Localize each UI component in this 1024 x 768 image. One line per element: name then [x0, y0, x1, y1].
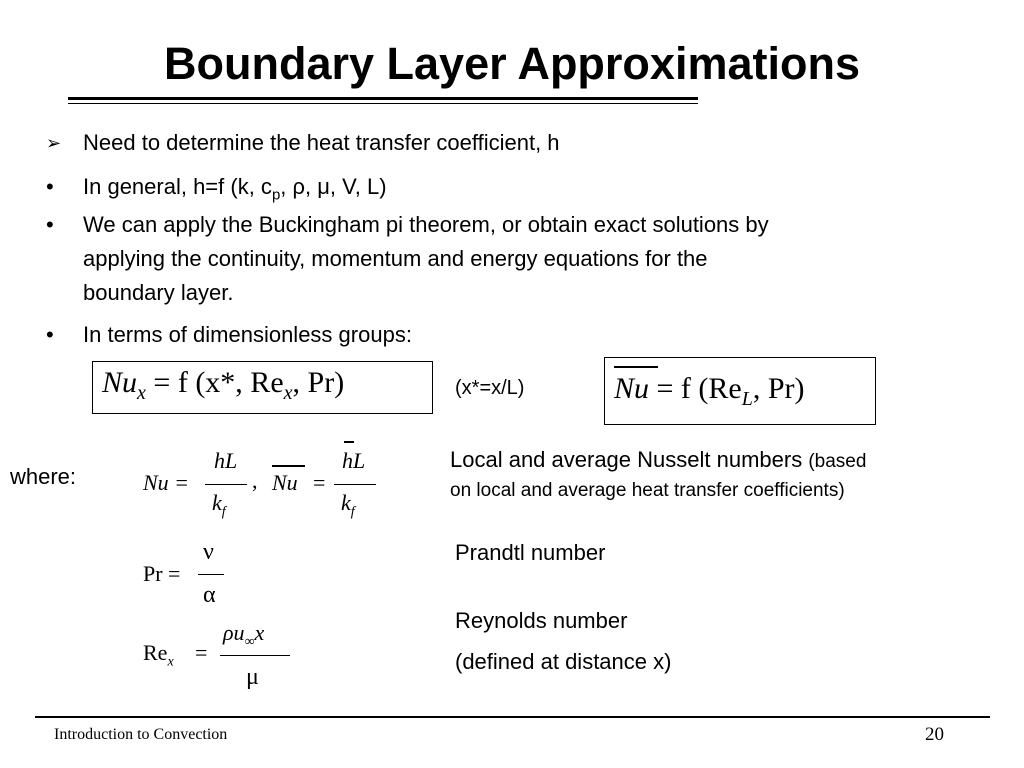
text: In general, h=f (k, c	[83, 174, 272, 199]
eq-sub: f	[221, 504, 226, 520]
bullet-dot-icon: •	[46, 322, 54, 347]
reynolds-description-line2: (defined at distance x)	[455, 649, 672, 674]
pr-denominator: α	[203, 582, 216, 608]
re-denominator: μ	[246, 664, 259, 690]
nusselt-description-line2: on local and average heat transfer coefficients)	[450, 480, 845, 501]
page-number: 20	[925, 724, 944, 745]
arrow-bullet-icon: ➢	[46, 133, 62, 153]
bullet-text	[83, 170, 387, 212]
eq-sub: x	[137, 382, 146, 404]
title-underline	[68, 97, 698, 100]
eq-sub: ∞	[244, 634, 255, 650]
eq-text: x	[254, 620, 265, 645]
local-nusselt-equation	[102, 366, 344, 405]
pr-numerator: ν	[203, 539, 214, 565]
bullet-text-line: applying the continuity, momentum and energy equations for the	[83, 246, 708, 271]
nu-def	[143, 470, 189, 496]
fraction-bar	[198, 574, 224, 575]
overbar	[614, 366, 658, 368]
eq-text: Nu	[102, 366, 138, 399]
re-lhs	[143, 640, 174, 670]
text: (based	[808, 451, 867, 472]
comma: ,	[252, 468, 258, 493]
average-nusselt-equation	[614, 372, 805, 411]
equals: =	[195, 640, 208, 665]
eq-sub: x	[283, 382, 293, 404]
eq-text: = f (x*, Re	[153, 366, 284, 399]
nu-numerator: hL	[214, 448, 238, 473]
pr-lhs: Pr =	[143, 561, 181, 586]
fraction-bar	[220, 655, 290, 656]
subscript: p	[271, 186, 281, 204]
text: , ρ, μ, V, L)	[280, 174, 387, 199]
eq-text: Nu =	[143, 470, 190, 495]
fraction-bar	[205, 484, 247, 485]
eq-text: = f (Re	[656, 372, 742, 405]
nu-bar-denominator	[341, 490, 355, 520]
prandtl-description: Prandtl number	[455, 540, 606, 565]
re-numerator	[223, 620, 264, 650]
bullet-dot-icon: •	[46, 212, 54, 237]
overbar	[272, 465, 305, 467]
eq-sub: f	[350, 504, 355, 520]
nusselt-description	[450, 447, 866, 473]
bullet-text: Need to determine the heat transfer coefficient, h	[83, 130, 560, 155]
eq-sub: x	[167, 654, 174, 670]
eq-text: Nu	[614, 372, 650, 405]
eq-text: k	[212, 490, 222, 515]
fraction-bar	[334, 484, 376, 485]
overbar	[344, 441, 354, 443]
slide-title: Boundary Layer Approximations	[164, 38, 860, 89]
title-underline-thin	[68, 103, 698, 104]
text: Local and average Nusselt numbers	[450, 447, 803, 472]
bullet-text-line: We can apply the Buckingham pi theorem, or obtain exact solutions by	[83, 212, 769, 237]
nu-bar-numerator: hL	[342, 448, 366, 473]
eq-text: , Pr)	[752, 372, 805, 405]
nu-bar: Nu	[272, 470, 298, 495]
bullet-text: In terms of dimensionless groups:	[83, 322, 412, 347]
footer-title: Introduction to Convection	[54, 726, 228, 743]
x-star-note: (x*=x/L)	[455, 377, 525, 399]
reynolds-description: Reynolds number	[455, 608, 628, 633]
equals: =	[313, 470, 326, 495]
where-label: where:	[10, 464, 77, 489]
footer-rule	[35, 716, 990, 718]
bullet-dot-icon: •	[46, 174, 54, 199]
bullet-text-line: boundary layer.	[83, 280, 234, 305]
nu-denominator	[212, 490, 226, 520]
eq-text: k	[341, 490, 351, 515]
eq-text: , Pr)	[292, 366, 345, 399]
eq-text: Re	[143, 640, 168, 665]
eq-sub: L	[741, 388, 753, 410]
eq-text: ρu	[223, 620, 245, 645]
